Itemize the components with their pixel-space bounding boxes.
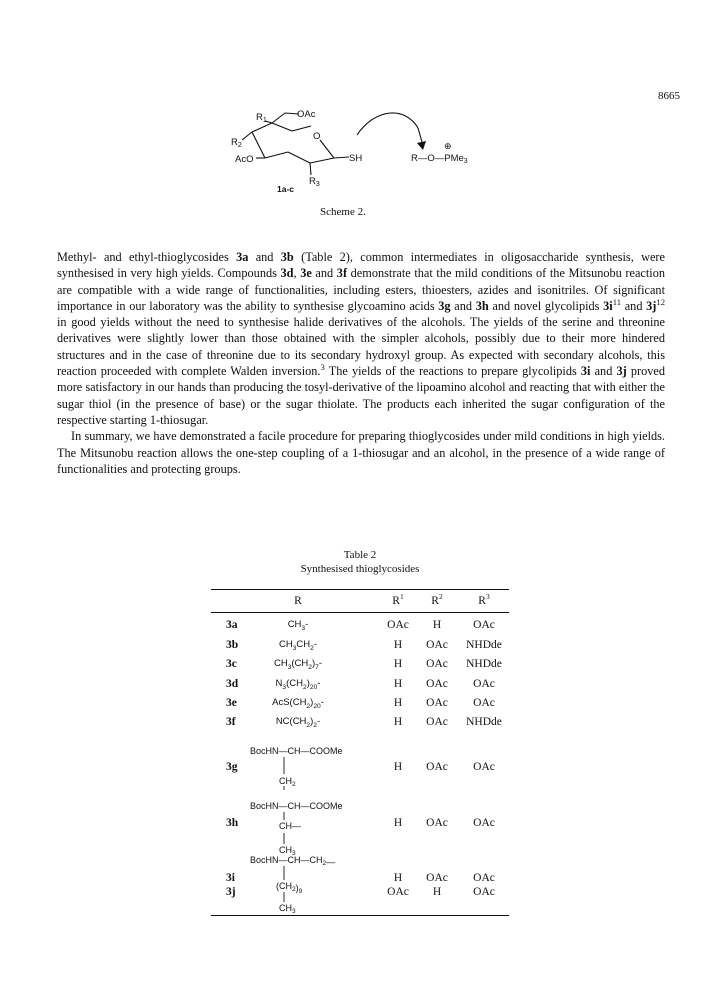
phosphonium-charge-icon: ⊕ bbox=[444, 141, 452, 151]
ring-bond bbox=[265, 152, 288, 158]
header-r1: $R^1$ bbox=[392, 592, 404, 607]
ring-bond bbox=[320, 140, 334, 158]
row-r2-3a: H bbox=[432, 619, 442, 631]
citation-ref: 12 bbox=[656, 296, 666, 307]
row-id-3b: 3b bbox=[226, 639, 239, 651]
aco-label: AcO bbox=[235, 154, 254, 165]
row-id-3d: 3d bbox=[226, 678, 239, 690]
citation-ref: 3 bbox=[320, 361, 325, 372]
table-bottom-rule bbox=[211, 915, 509, 916]
structure-3h bbox=[238, 799, 358, 857]
structure-3h-top: BocHN—CH—COOMe bbox=[250, 801, 343, 811]
compound-ref: 3b bbox=[280, 250, 294, 264]
row-id-3h: 3h bbox=[226, 817, 239, 829]
ring-bond bbox=[252, 123, 272, 132]
arrow-head-icon bbox=[417, 141, 426, 150]
row-r1-3d: H bbox=[393, 678, 403, 690]
compound-ref: 3d bbox=[280, 266, 294, 281]
structure-3g-top: BocHN—CH—COOMe bbox=[250, 746, 343, 756]
row-r2-3j: H bbox=[432, 886, 442, 898]
ring-bond bbox=[292, 126, 311, 131]
row-r3-3g: OAc bbox=[473, 761, 495, 773]
compound-ref: 3f bbox=[336, 266, 348, 281]
row-r2-3e: OAc bbox=[426, 697, 448, 709]
header-r3: $R^3$ bbox=[478, 592, 490, 607]
table-subtitle: Synthesised thioglycosides bbox=[300, 563, 420, 575]
row-r3-3a: OAc bbox=[473, 619, 495, 631]
row-r3-3i: OAc bbox=[473, 872, 495, 884]
row-id-3a: 3a bbox=[226, 619, 238, 631]
row-r3-3e: OAc bbox=[473, 697, 495, 709]
structure-3h-bottom: $CH_3$ bbox=[279, 845, 296, 857]
text-run: and bbox=[311, 266, 337, 281]
table-header-rule bbox=[211, 612, 509, 613]
row-r2-3d: OAc bbox=[426, 678, 448, 690]
row-id-3e: 3e bbox=[226, 697, 237, 709]
compound-ref: 3a bbox=[236, 250, 249, 264]
row-r2-3b: OAc bbox=[426, 639, 448, 651]
scheme-caption: Scheme 2. bbox=[320, 206, 366, 218]
ring-oxygen-label: O bbox=[313, 131, 321, 142]
r3-bond bbox=[310, 163, 311, 175]
structure-3ij-top: $BocHN—CH—CH_2—$ bbox=[250, 855, 336, 867]
r2-label: $R_2$ bbox=[231, 137, 242, 149]
row-r1-3g: H bbox=[393, 761, 403, 773]
text-run: in good yields without the need to synthesise halide derivatives of the alcohols. The yields of the serine and threonine derivatives were slightly lower than those obtained with the simpler alcohols, possibly due to their more hindered structures and in the case of threonine due to its secondary hydroxyl group. As expected with secondary alcohols, this reaction proceeded with complete Walden inversion. bbox=[57, 315, 665, 379]
ring-bond bbox=[288, 152, 310, 163]
ring-bond bbox=[310, 158, 334, 163]
row-r-3e: $AcS(CH_2)_{20}-$ bbox=[272, 697, 324, 710]
r3-label: $R_3$ bbox=[309, 176, 320, 188]
text-run: and bbox=[621, 298, 647, 313]
row-r2-3f: OAc bbox=[426, 716, 448, 728]
row-id-3j: 3j bbox=[226, 886, 236, 898]
scheme-2-structure bbox=[0, 0, 720, 230]
compound-ref: 3j bbox=[646, 298, 657, 313]
table-title: Table 2 bbox=[343, 549, 377, 561]
text-run: Methyl- and ethyl-thioglycosides bbox=[57, 250, 237, 264]
text-run: and novel glycolipids bbox=[488, 298, 604, 313]
row-r3-3c: NHDde bbox=[466, 658, 502, 670]
row-r3-3d: OAc bbox=[473, 678, 495, 690]
ch2-bond bbox=[272, 113, 285, 123]
row-r1-3i: H bbox=[393, 872, 403, 884]
page-number: 8665 bbox=[658, 90, 680, 102]
sh-label: SH bbox=[349, 153, 363, 164]
paragraph-summary bbox=[57, 428, 665, 477]
text-run: demonstrate that the mild conditions of the Mitsunobu reaction are compatible with a wide range of functionalities, including esters, thioesters, azides and isonitriles. Of significant importance in our laboratory was the ability to synthesise glycoamino acids bbox=[57, 266, 666, 313]
row-id-3c: 3c bbox=[226, 658, 237, 670]
row-r-3a: $CH_3-$ bbox=[287, 619, 309, 632]
r1-label: $R_1$ bbox=[256, 112, 267, 124]
citation-ref: 11 bbox=[612, 296, 622, 307]
row-id-3i: 3i bbox=[226, 872, 235, 884]
arrow-curve bbox=[357, 113, 418, 135]
compound-ref: 3j bbox=[616, 364, 627, 379]
row-r1-3a: OAc bbox=[387, 619, 409, 631]
row-r3-3h: OAc bbox=[473, 817, 495, 829]
body-text bbox=[57, 249, 665, 477]
row-r-3d: $N_3(CH_2)_{20}-$ bbox=[275, 678, 321, 691]
row-r2-3c: OAc bbox=[426, 658, 448, 670]
text-run: and bbox=[248, 250, 281, 264]
r2-bond bbox=[242, 132, 252, 140]
row-r2-3i: OAc bbox=[426, 872, 448, 884]
row-r1-3c: H bbox=[393, 658, 403, 670]
row-id-3g: 3g bbox=[226, 761, 238, 773]
structure-3h-mid: CH— bbox=[279, 821, 301, 831]
row-r-3c: $CH_3(CH_2)_7-$ bbox=[273, 658, 323, 671]
row-r2-3g: OAc bbox=[426, 761, 448, 773]
row-r1-3b: H bbox=[393, 639, 403, 651]
table-top-rule bbox=[211, 589, 509, 590]
row-r3-3j: OAc bbox=[473, 886, 495, 898]
sh-bond bbox=[334, 157, 349, 158]
oac-label: OAc bbox=[297, 109, 316, 120]
table-caption bbox=[200, 548, 520, 576]
row-r-3f: $NC(CH_2)_2-$ bbox=[275, 716, 321, 729]
text-run: In summary, we have demonstrated a facile procedure for preparing thioglycosides under mild conditions in high yields. The Mitsunobu reaction allows the one-step coupling of a 1-thiosugar and an alcohol, in the presence of a wide range of functionalities and protecting groups. bbox=[57, 429, 665, 476]
structure-3ij-bottom: $CH_3$ bbox=[279, 903, 296, 913]
text-run: The yields of the reactions to prepare glycolipids bbox=[324, 364, 581, 379]
arrow-shaft bbox=[418, 128, 422, 142]
structure-3i-3j bbox=[238, 853, 358, 913]
row-r2-3h: OAc bbox=[426, 817, 448, 829]
structure-3ij-mid: $(CH_2)_9$ bbox=[276, 881, 303, 895]
row-r1-3h: H bbox=[393, 817, 403, 829]
row-r1-3f: H bbox=[393, 716, 403, 728]
row-r1-3e: H bbox=[393, 697, 403, 709]
structure-3g bbox=[238, 744, 358, 790]
text-run: and bbox=[590, 364, 617, 379]
ring-bond bbox=[252, 132, 265, 158]
compound-label: 1a-c bbox=[277, 184, 295, 194]
compound-ref: 3i bbox=[603, 298, 613, 313]
reagent-label: R—O—PMe$_3$ bbox=[411, 153, 468, 165]
row-id-3f: 3f bbox=[226, 716, 236, 728]
row-r1-3j: OAc bbox=[387, 886, 409, 898]
compound-ref: 3e bbox=[300, 266, 312, 281]
text-run: proved more satisfactory in our hands than producing the tosyl-derivative of the lipoamino alcohol and reacting that with either the sugar thiol (in the presence of base) or the sugar thiolate. The products each inherited the sugar configuration of the respective starting 1-thiosugar. bbox=[57, 364, 665, 427]
text-run: , bbox=[293, 266, 301, 281]
text-run: (Table 2), common intermediates in oligosaccharide synthesis, were synthesised in very high yields. Compounds bbox=[57, 250, 665, 281]
header-r2: $R^2$ bbox=[431, 592, 443, 607]
row-r3-3b: NHDde bbox=[466, 639, 502, 651]
row-r-3b: $CH_3CH_2-$ bbox=[278, 639, 318, 652]
structure-3g-bottom: $CH_2$ bbox=[279, 776, 296, 788]
compound-ref: 3i bbox=[580, 364, 591, 379]
text-run: and bbox=[450, 298, 476, 313]
compound-ref: 3g bbox=[438, 298, 451, 313]
header-r: R bbox=[294, 595, 302, 607]
compound-ref: 3h bbox=[475, 298, 489, 313]
ring-bond bbox=[272, 123, 292, 131]
paragraph-results bbox=[57, 249, 665, 428]
row-r3-3f: NHDde bbox=[466, 716, 502, 728]
